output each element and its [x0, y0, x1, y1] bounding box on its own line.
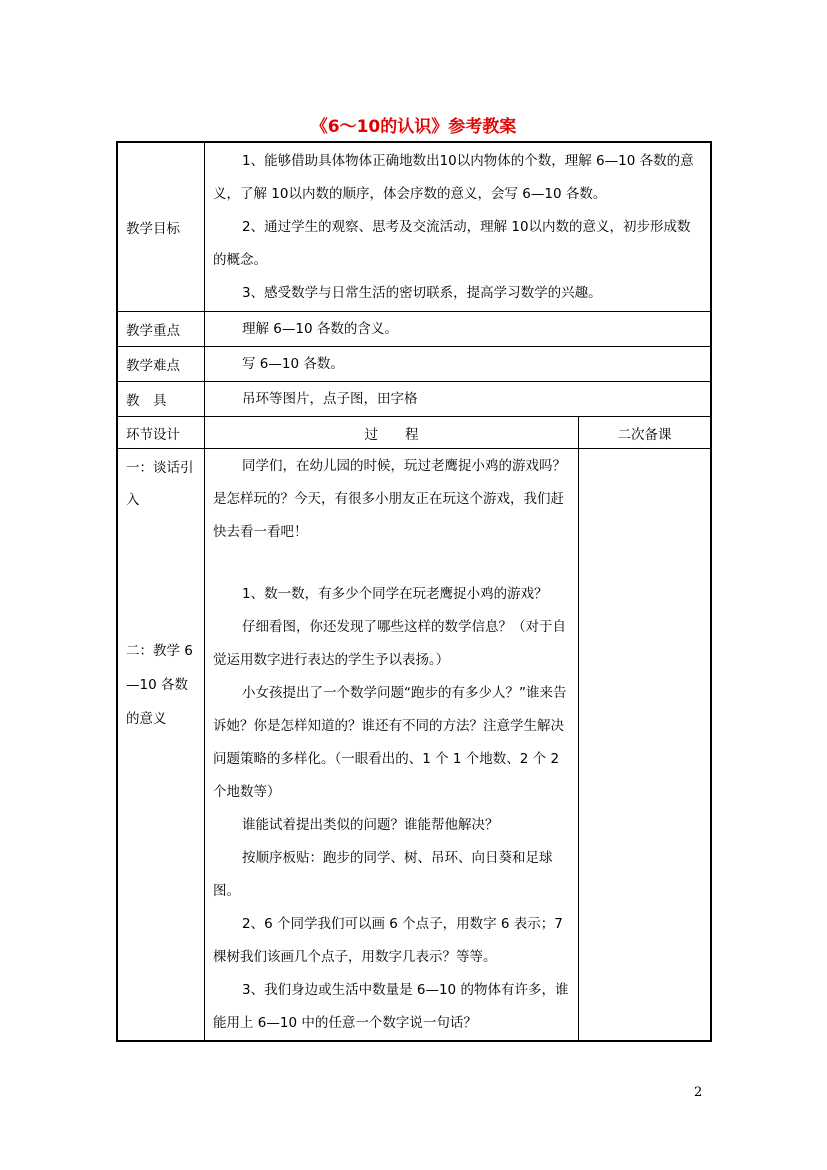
tools-row — [118, 382, 711, 417]
header-second-prep: 二次备课 — [579, 417, 711, 449]
section2-paragraph: 1、数一数，有多少个同学在玩老鹰捉小鸡的游戏？ — [242, 586, 548, 602]
tools-label: 教 具 — [118, 382, 205, 417]
second-prep-cell — [579, 449, 711, 1041]
goals-row — [118, 143, 711, 312]
difficulty-label: 教学难点 — [118, 347, 205, 382]
section1-label: 一：谈话引入 — [126, 460, 194, 508]
goal-item: 2、通过学生的观察、思考及交流活动，理解 10以内数的意义，初步形成数的概念。 — [213, 219, 691, 268]
header-process: 过 程 — [205, 417, 579, 449]
goals-label: 教学目标 — [118, 143, 205, 312]
page-number: 2 — [694, 1085, 703, 1100]
key-point-row — [118, 312, 711, 347]
section2-paragraph: 小女孩提出了一个数学问题“跑步的有多少人？”谁来告诉她？你是怎样知道的？谁还有不同的方法？注意学生解决问题策略的多样化。（一眼看出的、1 个 1 个地数、2 个 2 个地数等） — [213, 685, 567, 800]
goal-item: 1、能够借助具体物体正确地数出10以内物体的个数，理解 6—10 各数的意义，了解 10以内数的顺序，体会序数的意义，会写 6—10 各数。 — [213, 153, 694, 202]
section1-paragraph: 同学们，在幼儿园的时候，玩过老鹰捉小鸡的游戏吗？是怎样玩的？今天，有很多小朋友正在玩这个游戏，我们赶快去看一看吧！ — [213, 458, 566, 540]
difficulty-row — [118, 347, 711, 382]
goals-content — [205, 143, 711, 312]
process-content — [205, 449, 579, 1041]
section2-paragraph: 按顺序板贴：跑步的同学、树、吊环、向日葵和足球图。 — [213, 850, 553, 899]
process-row — [118, 449, 711, 1041]
difficulty-text: 写 6—10 各数。 — [242, 356, 344, 372]
section2-paragraph: 谁能试着提出类似的问题？谁能帮他解决？ — [242, 817, 499, 833]
document-title: 《6～10的认识》参考教案 — [310, 117, 517, 137]
section2-paragraph: 2、6 个同学我们可以画 6 个点子，用数字 6 表示；7 棵树我们该画几个点子，用数字几表示？等等。 — [213, 916, 563, 965]
stage-labels — [118, 449, 205, 1041]
tools-text: 吊环等图片，点子图，田字格 — [242, 391, 418, 407]
section2-label: 二：教学 6—10 各数的意义 — [126, 643, 193, 727]
lesson-plan-table — [117, 142, 711, 1041]
column-header-row — [118, 417, 711, 449]
section2-paragraph: 3、我们身边或生活中数量是 6—10 的物体有许多，谁能用上 6—10 中的任意一个数字说一句话？ — [213, 982, 569, 1031]
section2-paragraph: 仔细看图，你还发现了哪些这样的数学信息？（对于自觉运用数字进行表达的学生予以表扬。） — [213, 619, 566, 668]
key-point-text: 理解 6—10 各数的含义。 — [242, 321, 398, 337]
key-point-label: 教学重点 — [118, 312, 205, 347]
header-stage: 环节设计 — [118, 417, 205, 449]
goal-item: 3、感受数学与日常生活的密切联系，提高学习数学的兴趣。 — [242, 285, 602, 301]
